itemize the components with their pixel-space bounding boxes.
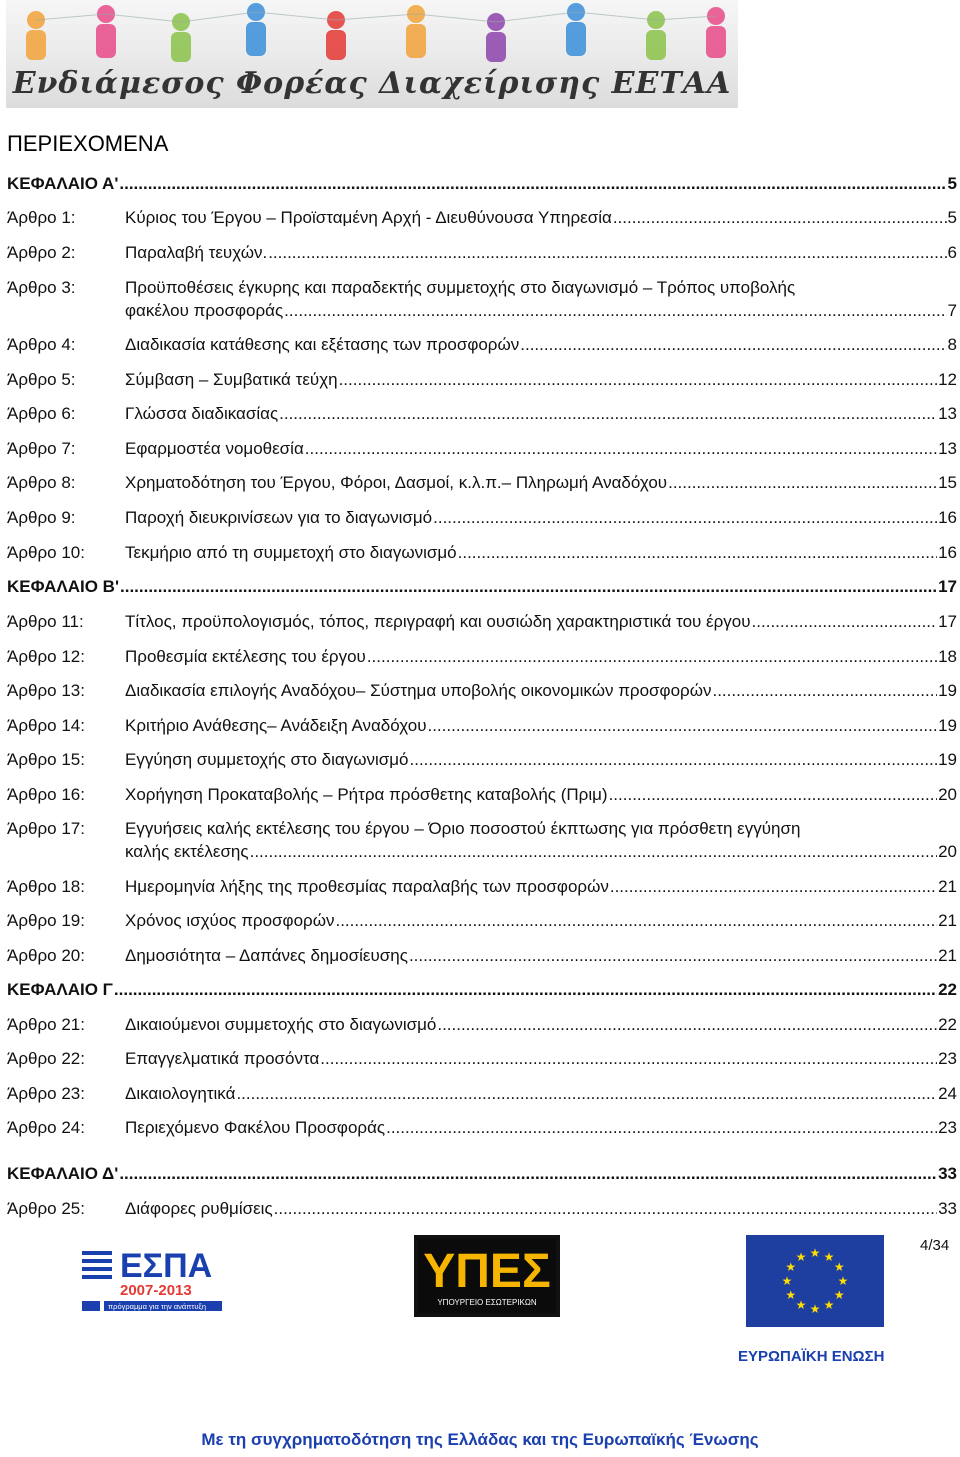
toc-entry-title: Χορήγηση Προκαταβολής – Ρήτρα πρόσθετης καταβολής (Πριμ) <box>125 785 608 804</box>
toc-title: ΠΕΡΙΕΧΟΜΕΝΑ <box>7 131 169 156</box>
toc-entry-title: Εγγύηση συμμετοχής στο διαγωνισμό <box>125 750 409 769</box>
toc-leader-dots <box>339 368 938 391</box>
toc-leader-dots <box>274 1197 937 1220</box>
cofunding-statement: Με τη συγχρηματοδότηση της Ελλάδας και της Ευρωπαϊκής Ένωσης <box>201 1430 759 1449</box>
toc-entry-title-block <box>125 368 957 391</box>
toc-leader-dots <box>279 402 937 425</box>
toc-entry-number: Άρθρο 9: <box>7 508 76 527</box>
toc-leader-dots <box>668 471 937 494</box>
toc-leader-dots <box>437 1013 937 1036</box>
toc-entry-title: Τεκμήριο από τη συμμετοχή στο διαγωνισμό <box>125 543 457 562</box>
toc-entry-title: Διαδικασία επιλογής Αναδόχου– Σύστημα υποβολής οικονομικών προσφορών <box>125 681 712 700</box>
toc-entry-title-block <box>125 1082 957 1105</box>
toc-entry-title-block <box>125 1013 957 1036</box>
toc-leader-dots <box>613 206 947 229</box>
toc-entry-number: Άρθρο 23: <box>7 1084 85 1103</box>
toc-entry-number: Άρθρο 10: <box>7 543 85 562</box>
toc-leader-dots <box>284 299 946 322</box>
toc-leader-dots <box>320 1047 937 1070</box>
toc-page-number: 33 <box>938 1164 957 1183</box>
toc-leader-dots <box>609 783 938 806</box>
toc-page-number: 16 <box>938 508 957 527</box>
toc-entry-title-block <box>125 679 957 702</box>
toc-entry-title-block <box>125 610 957 633</box>
toc-entry-number: Άρθρο 4: <box>7 335 76 354</box>
toc-entry-title-block <box>125 506 957 529</box>
toc-leader-dots <box>236 1082 937 1105</box>
toc-entry-number: Άρθρο 19: <box>7 911 85 930</box>
eu-star-icon: ★ <box>785 1288 797 1302</box>
espa-tagline: πρόγραμμα για την ανάπτυξη <box>108 1302 207 1311</box>
toc-entry-title-block <box>125 206 957 229</box>
toc-leader-dots <box>335 909 937 932</box>
toc-entry-title: Εφαρμοστέα νομοθεσία <box>125 439 304 458</box>
toc-entry-title: Τίτλος, προϋπολογισμός, τόπος, περιγραφή και ουσιώδη χαρακτηριστικά του έργου <box>125 612 751 631</box>
toc-entry-title-block <box>125 748 957 771</box>
toc-entry-title: Χρόνος ισχύος προσφορών <box>125 911 335 930</box>
toc-entry-title: Προθεσμία εκτέλεσης του έργου <box>125 647 366 666</box>
toc-entry-number: Άρθρο 8: <box>7 473 76 492</box>
toc-entry-title: Παροχή διευκρινίσεων για το διαγωνισμό <box>125 508 433 527</box>
toc-page-number: 17 <box>938 612 957 631</box>
ypes-logo-text: ΥΠΕΣ <box>423 1245 551 1298</box>
toc-page-number: 6 <box>947 243 957 262</box>
toc-page-number: 5 <box>947 174 957 193</box>
toc-page-number: 21 <box>938 877 957 896</box>
ypes-logo <box>414 1235 560 1317</box>
eu-star-icon: ★ <box>781 1274 793 1288</box>
toc-page-number: 5 <box>947 208 957 227</box>
toc-entry-number: Άρθρο 16: <box>7 785 85 804</box>
toc-page-number: 13 <box>938 439 957 458</box>
toc-leader-dots <box>409 944 937 967</box>
toc-page-number: 19 <box>938 716 957 735</box>
toc-page-number: 20 <box>938 842 957 861</box>
toc-leader-dots <box>752 610 938 633</box>
toc-page-number: 24 <box>938 1084 957 1103</box>
toc-leader-dots <box>250 840 937 863</box>
toc-leader-dots <box>458 541 937 564</box>
toc-entry-title-block <box>125 241 957 264</box>
toc-entry-title: φακέλου προσφοράς <box>125 301 284 320</box>
toc-entry-number: Άρθρο 7: <box>7 439 76 458</box>
toc-page-number: 19 <box>938 750 957 769</box>
eu-star-icon: ★ <box>833 1260 845 1274</box>
toc-entry-title: Δημοσιότητα – Δαπάνες δημοσίευσης <box>125 946 408 965</box>
espa-logo <box>82 1243 222 1313</box>
eu-star-icon: ★ <box>795 1249 807 1264</box>
eu-flag-icon <box>746 1235 884 1327</box>
toc-leader-dots <box>120 575 937 598</box>
toc-entry-title-block <box>125 402 957 425</box>
eu-star-icon: ★ <box>795 1298 807 1313</box>
toc-page-number: 21 <box>938 911 957 930</box>
toc-leader-dots <box>410 748 938 771</box>
toc-entry-number: Άρθρο 25: <box>7 1199 85 1218</box>
toc-entry-title: Διαδικασία κατάθεσης και εξέτασης των προσφορών <box>125 335 520 354</box>
toc-entry-title-block <box>125 783 957 806</box>
toc-page-number: 20 <box>938 785 957 804</box>
toc-entry-title: Περιεχόμενο Φακέλου Προσφοράς <box>125 1118 386 1137</box>
toc-entry-number: Άρθρο 2: <box>7 243 76 262</box>
toc-entry-title: Ημερομηνία λήξης της προθεσμίας παραλαβής των προσφορών <box>125 877 609 896</box>
espa-logo-text: ΕΣΠΑ <box>120 1247 213 1285</box>
toc-entry-number: Άρθρο 6: <box>7 404 76 423</box>
toc-entry-title: Κριτήριο Ανάθεσης– Ανάδειξη Αναδόχου <box>125 716 427 735</box>
toc-entry-title: Γλώσσα διαδικασίας <box>125 404 279 423</box>
page-number: 4/34 <box>920 1237 950 1254</box>
toc-page-number: 22 <box>938 980 957 999</box>
toc-leader-dots <box>305 437 937 460</box>
eu-star-icon: ★ <box>785 1260 797 1274</box>
toc-entry-number: Άρθρο 13: <box>7 681 85 700</box>
toc-entry-number: Άρθρο 21: <box>7 1015 85 1034</box>
eu-star-icon: ★ <box>809 1246 821 1260</box>
toc-entry-title-block <box>125 645 957 668</box>
toc-entry-title: Σύμβαση – Συμβατικά τεύχη <box>125 370 338 389</box>
toc-entry-number: Άρθρο 3: <box>7 278 76 297</box>
toc-chapter-label: ΚΕΦΑΛΑΙΟ Α' <box>7 174 119 193</box>
toc-entry-number: Άρθρο 5: <box>7 370 76 389</box>
toc-page-number: 17 <box>938 577 957 596</box>
toc-entry-title-block <box>125 714 957 737</box>
toc-entry-title: καλής εκτέλεσης <box>125 842 249 861</box>
eu-star-icon: ★ <box>809 1302 821 1316</box>
toc-entry-number: Άρθρο 18: <box>7 877 85 896</box>
toc-leader-dots <box>712 679 937 702</box>
toc-entry-title: Επαγγελματικά προσόντα <box>125 1049 320 1068</box>
ypes-subtitle: ΥΠΟΥΡΓΕΙΟ ΕΣΩΤΕΡΙΚΩΝ <box>437 1298 537 1307</box>
toc-entry-title: Χρηματοδότηση του Έργου, Φόροι, Δασμοί, κ.λ.π.– Πληρωμή Αναδόχου <box>125 473 668 492</box>
toc-leader-dots <box>610 875 937 898</box>
toc-page-number: 12 <box>938 370 957 389</box>
toc-leader-dots <box>268 241 946 264</box>
toc-entry-title: Διάφορες ρυθμίσεις <box>125 1199 273 1218</box>
toc-entry-number: Άρθρο 15: <box>7 750 85 769</box>
toc-entry-title-line1: Εγγυήσεις καλής εκτέλεσης του έργου – Όριο ποσοστού έκπτωσης για πρόσθετη εγγύηση <box>125 819 801 838</box>
toc-entry-title-block <box>125 944 957 967</box>
toc-page-number: 21 <box>938 946 957 965</box>
toc-entry-title-block <box>125 333 957 356</box>
toc-leader-dots <box>114 978 937 1001</box>
toc-page-number: 13 <box>938 404 957 423</box>
toc-entry-title-block <box>125 817 957 863</box>
toc-entry-title-block <box>125 437 957 460</box>
toc-entry-title-block <box>125 909 957 932</box>
eu-label: ΕΥΡΩΠΑΪΚΗ ΕΝΩΣΗ <box>738 1348 885 1365</box>
toc-entry-title-block <box>125 1116 957 1139</box>
toc-entry-number: Άρθρο 22: <box>7 1049 85 1068</box>
toc-page-number: 7 <box>947 301 957 320</box>
toc-page-number: 23 <box>938 1118 957 1137</box>
toc-chapter-label: ΚΕΦΑΛΑΙΟ Γ <box>7 980 113 999</box>
toc-page-number: 33 <box>938 1199 957 1218</box>
header-banner <box>6 0 738 108</box>
toc-entry-number: Άρθρο 12: <box>7 647 85 666</box>
toc-page-number: 15 <box>938 473 957 492</box>
toc-leader-dots <box>433 506 937 529</box>
toc-entry-number: Άρθρο 14: <box>7 716 85 735</box>
toc-page-number: 8 <box>947 335 957 354</box>
toc-entry-title-block <box>125 471 957 494</box>
toc-page-number: 18 <box>938 647 957 666</box>
toc-page-number: 16 <box>938 543 957 562</box>
toc-entry-title: Δικαιολογητικά <box>125 1084 236 1103</box>
toc-chapter-label: ΚΕΦΑΛΑΙΟ Δ' <box>7 1164 119 1183</box>
toc-entry-number: Άρθρο 11: <box>7 612 84 631</box>
toc-entry-title-line1: Προϋποθέσεις έγκυρης και παραδεκτής συμμετοχής στο διαγωνισμό – Τρόπος υποβολής <box>125 278 796 297</box>
toc-leader-dots <box>520 333 946 356</box>
toc-entry-title-block <box>125 875 957 898</box>
eu-star-icon: ★ <box>823 1298 835 1313</box>
toc-entry-title: Κύριος του Έργου – Προϊσταμένη Αρχή - Διευθύνουσα Υπηρεσία <box>125 208 612 227</box>
toc-leader-dots <box>119 172 946 195</box>
toc-leader-dots <box>386 1116 937 1139</box>
toc-leader-dots <box>119 1162 937 1185</box>
eu-star-icon: ★ <box>837 1274 849 1288</box>
banner-title: Ενδιάμεσος Φορέας Διαχείρισης ΕΕΤΑΑ <box>12 66 732 101</box>
toc-entry-title-block <box>125 1197 957 1220</box>
toc-entry-title-block <box>125 1047 957 1070</box>
toc-chapter-label: ΚΕΦΑΛΑΙΟ Β' <box>7 577 119 596</box>
toc-leader-dots <box>367 645 937 668</box>
footer-logos <box>0 1235 960 1355</box>
eu-star-icon: ★ <box>823 1249 835 1264</box>
eu-star-icon: ★ <box>833 1288 845 1302</box>
toc-entry-number: Άρθρο 17: <box>7 819 85 838</box>
toc-entry-title: Παραλαβή τευχών. <box>125 243 268 262</box>
toc-page-number: 23 <box>938 1049 957 1068</box>
toc-entry-number: Άρθρο 1: <box>7 208 76 227</box>
toc-entry-title-block <box>125 541 957 564</box>
toc-entry-number: Άρθρο 20: <box>7 946 85 965</box>
toc-leader-dots <box>427 714 937 737</box>
toc-page-number: 19 <box>938 681 957 700</box>
toc-entry-number: Άρθρο 24: <box>7 1118 85 1137</box>
toc-entry-title-block <box>125 276 957 322</box>
toc-entry-title: Δικαιούμενοι συμμετοχής στο διαγωνισμό <box>125 1015 437 1034</box>
espa-years: 2007-2013 <box>120 1282 192 1299</box>
toc-page-number: 22 <box>938 1015 957 1034</box>
people-network-graphic <box>6 0 738 70</box>
